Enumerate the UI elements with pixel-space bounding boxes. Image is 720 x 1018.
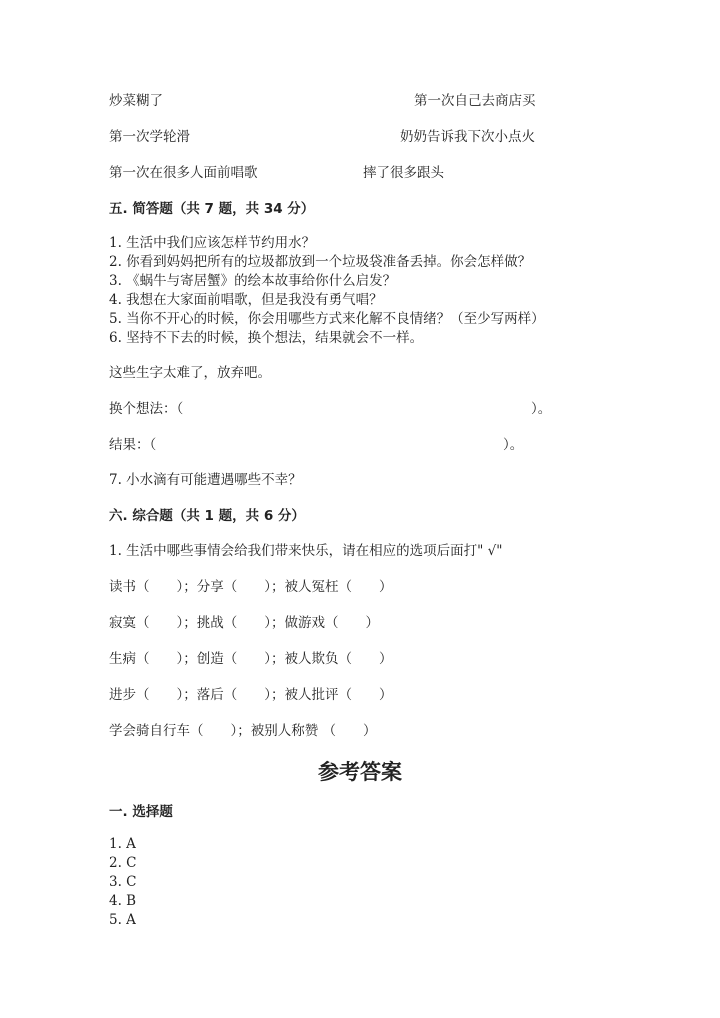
- section6-row-3: 生病（ ）；创造（ ）；被人欺负（ ）: [109, 651, 393, 667]
- section6-row-5: 学会骑自行车（ ）；被别人称赞 （ ）: [109, 723, 377, 739]
- match-right-3: 摔了很多跟头: [363, 165, 444, 181]
- section6-row-1: 读书（ ）；分享（ ）；被人冤枉（ ）: [109, 579, 393, 595]
- answer-4: 4. B: [109, 893, 137, 909]
- answer-3: 3. C: [109, 874, 137, 890]
- answer-1: 1. A: [109, 836, 136, 852]
- section5-q7: 7. 小水滴有可能遭遇哪些不幸？: [109, 472, 302, 488]
- section5-heading: 五. 简答题（共 7 题，共 34 分）: [109, 201, 315, 217]
- section6-intro: 1. 生活中哪些事情会给我们带来快乐，请在相应的选项后面打" √": [109, 543, 503, 559]
- answers-section1-heading: 一. 选择题: [109, 804, 173, 820]
- section6-row-2: 寂寞（ ）；挑战（ ）；做游戏（ ）: [109, 615, 379, 631]
- section5-statement: 这些生字太难了，放弃吧。: [109, 365, 271, 381]
- section5-q6: 6. 坚持不下去的时候，换个想法，结果就会不一样。: [109, 330, 424, 346]
- change-label: 换个想法：（: [109, 401, 184, 417]
- match-left-2: 第一次学轮滑: [109, 129, 190, 145]
- answers-title: 参考答案: [318, 760, 402, 784]
- result-end: ）。: [503, 437, 524, 453]
- match-left-3: 第一次在很多人面前唱歌: [109, 165, 258, 181]
- section6-heading: 六. 综合题（共 1 题，共 6 分）: [109, 508, 305, 524]
- section6-row-4: 进步（ ）；落后（ ）；被人批评（ ）: [109, 687, 393, 703]
- section5-q2: 2. 你看到妈妈把所有的垃圾都放到一个垃圾袋准备丢掉。你会怎样做？: [109, 254, 532, 270]
- answer-5: 5. A: [109, 912, 136, 928]
- answer-2: 2. C: [109, 855, 137, 871]
- section5-q5: 5. 当你不开心的时候，你会用哪些方式来化解不良情绪？（至少写两样）: [109, 311, 545, 327]
- match-right-1: 第一次自己去商店买: [414, 93, 536, 109]
- change-end: ）。: [531, 401, 552, 417]
- section5-q4: 4. 我想在大家面前唱歌，但是我没有勇气唱？: [109, 292, 383, 308]
- section5-q1: 1. 生活中我们应该怎样节约用水？: [109, 235, 316, 251]
- section5-q3: 3. 《蜗牛与寄居蟹》的绘本故事给你什么启发？: [109, 273, 397, 289]
- result-label: 结果：（: [109, 437, 157, 453]
- match-left-1: 炒菜糊了: [109, 93, 163, 109]
- match-right-2: 奶奶告诉我下次小点火: [400, 129, 535, 145]
